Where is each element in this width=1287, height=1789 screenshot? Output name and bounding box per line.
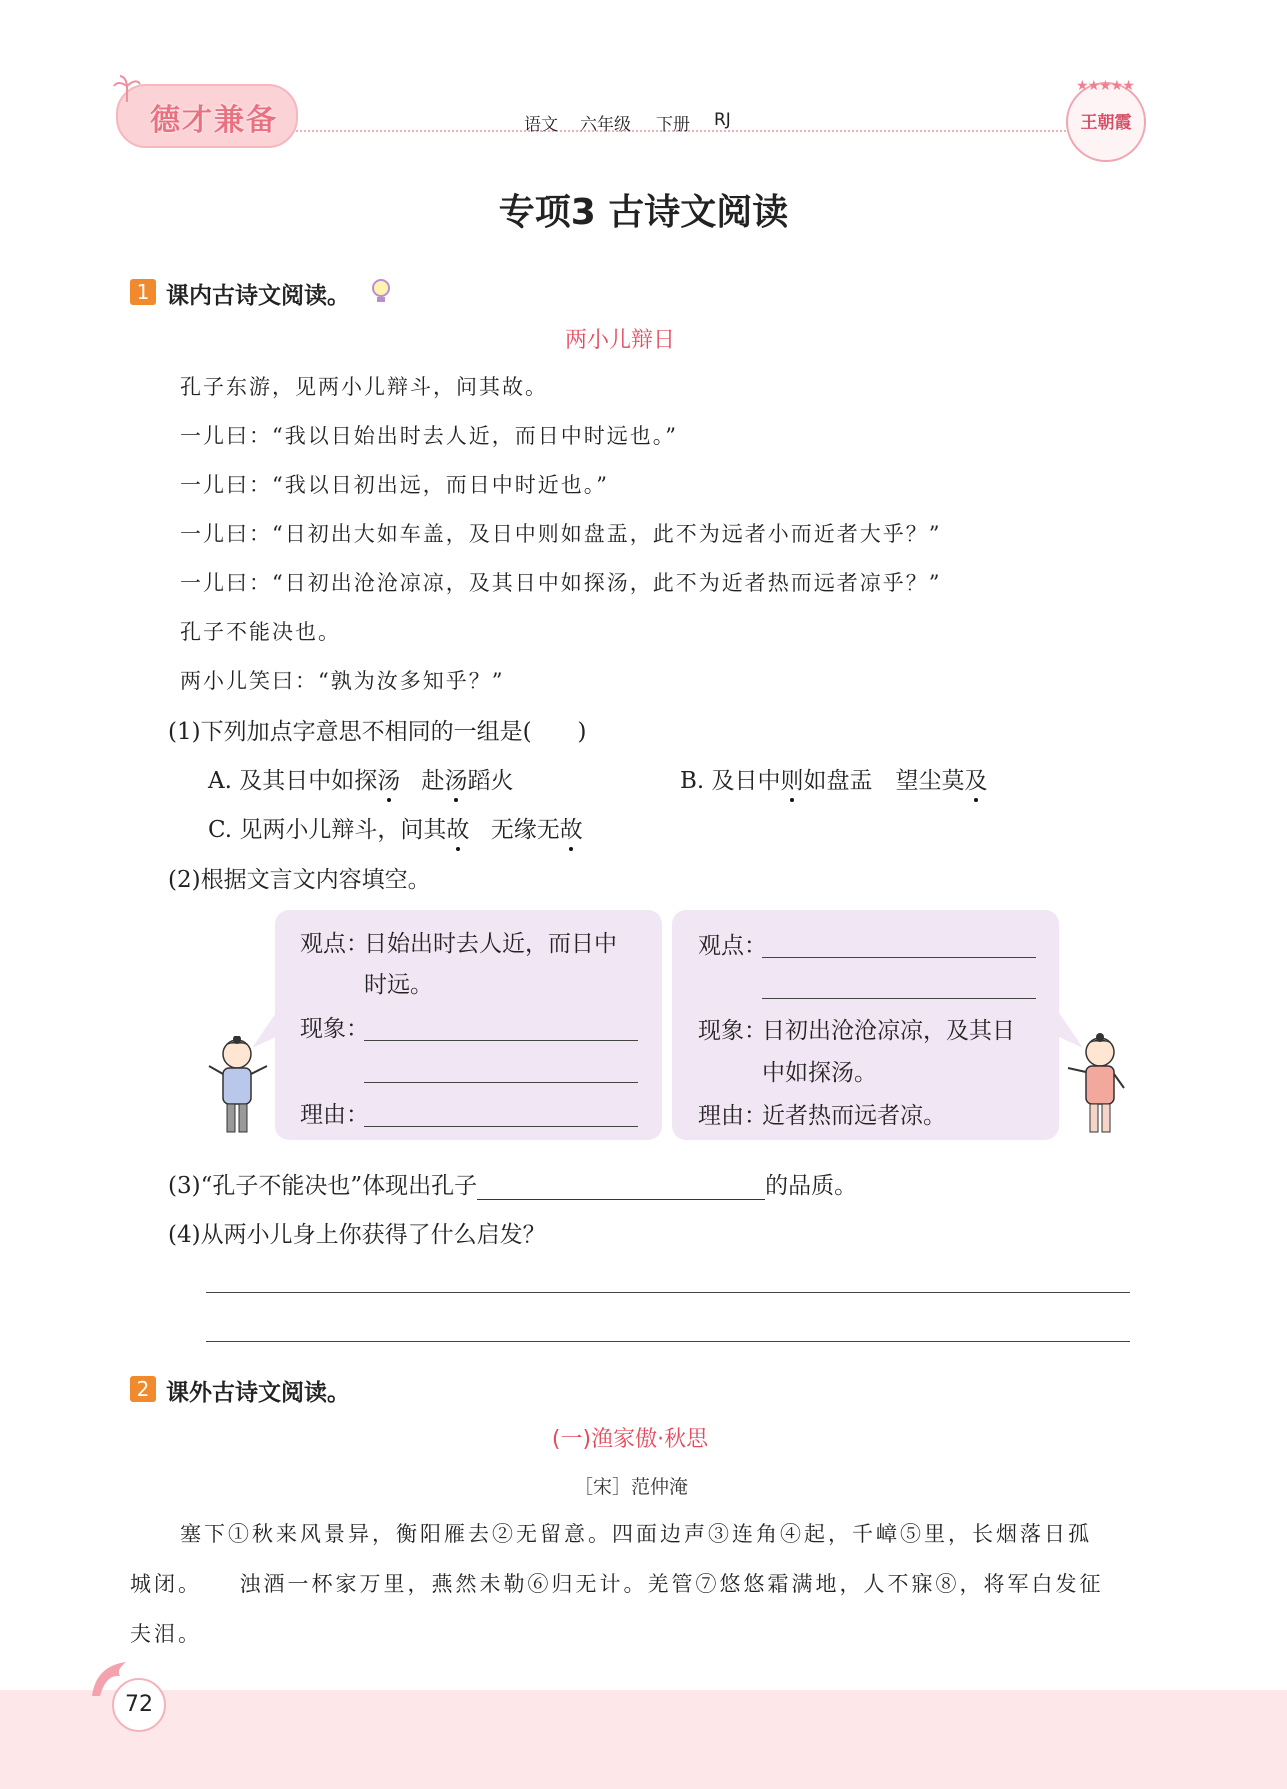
passage-line: 一儿曰：“日初出大如车盖，及日中则如盘盂，此不为远者小而近者大乎？” (180, 522, 942, 546)
palm-tree-icon (112, 74, 142, 104)
answer-line[interactable] (206, 1292, 1130, 1293)
answer-line[interactable] (762, 957, 1036, 958)
right-reason-label: 理由： (698, 1103, 767, 1129)
header-volume: 下册 (656, 115, 690, 135)
option-c[interactable] (208, 811, 583, 844)
left-view-text: 时远。 (364, 972, 433, 998)
left-reason-label: 理由： (300, 1102, 369, 1128)
question-number-badge: 2 (130, 1376, 156, 1402)
series-logo (116, 84, 298, 148)
dotted-char: 则 (780, 768, 804, 794)
author-stamp (1066, 78, 1146, 162)
left-view-label: 观点： (300, 931, 369, 957)
option-text: 及日中 (711, 768, 781, 794)
option-text: 赴 (421, 768, 445, 794)
header-edition: RJ (714, 110, 731, 130)
dotted-char: 汤 (444, 768, 468, 794)
sub-question-3-text: 的品质。 (765, 1173, 858, 1199)
passage-line: 一儿曰：“我以日初出远，而日中时近也。” (180, 473, 609, 497)
right-phenomenon-label: 现象： (698, 1018, 767, 1044)
option-text: 蹈火 (467, 768, 514, 794)
option-label: C. (208, 817, 233, 843)
footer-band (0, 1690, 1287, 1789)
dotted-char: 故 (559, 817, 583, 843)
answer-line[interactable] (762, 998, 1036, 999)
poem-author: ［宋］范仲淹 (573, 1476, 688, 1498)
poem-line: 塞下①秋来风景异，衡阳雁去②无留意。四面边声③连角④起，千嶂⑤里，长烟落日孤 (180, 1522, 1092, 1546)
answer-line[interactable] (206, 1341, 1130, 1342)
left-view-text: 日始出时去人近，而日中 (364, 931, 617, 957)
stamp-name: 王朝霞 (1080, 113, 1132, 133)
answer-line[interactable] (364, 1126, 638, 1127)
header-grade: 六年级 (580, 115, 631, 135)
dotted-char: 故 (446, 817, 470, 843)
sub-question-4: (4)从两小儿身上你获得了什么启发？ (168, 1222, 546, 1248)
option-a[interactable] (208, 762, 514, 795)
poem-line: 城闭。 浊酒一杯家万里，燕然未勒⑥归无计。羌管⑦悠悠霜满地，人不寐⑧，将军白发征 (130, 1572, 1104, 1596)
question-number-badge: 1 (130, 279, 156, 305)
option-label: B. (680, 768, 705, 794)
right-phenomenon-text: 中如探汤。 (762, 1060, 877, 1086)
answer-blank[interactable] (477, 1175, 765, 1200)
option-b[interactable] (680, 762, 988, 795)
poem-line: 夫泪。 (130, 1622, 202, 1646)
option-label: A. (208, 768, 232, 794)
series-logo-text: 德才兼备 (150, 103, 278, 138)
question-heading: 课外古诗文阅读。 (166, 1380, 350, 1406)
right-view-label: 观点： (698, 933, 767, 959)
page-number: 72 (112, 1678, 166, 1732)
dotted-char: 及 (964, 768, 988, 794)
lightbulb-icon (370, 278, 392, 304)
sub-question-2: (2)根据文言文内容填空。 (168, 867, 431, 893)
dotted-char: 汤 (377, 768, 401, 794)
child-figure-left (205, 1036, 275, 1146)
option-text: 无缘无 (490, 817, 560, 843)
option-text: 及其日中如探 (239, 768, 378, 794)
sub-question-3-text: (3)“孔子不能决也”体现出孔子 (168, 1173, 478, 1199)
header-subject: 语文 (524, 115, 558, 135)
sub-question-1: (1)下列加点字意思不相同的一组是( ) (168, 719, 587, 745)
option-text: 如盘盂 望尘莫 (803, 768, 965, 794)
passage-line: 一儿曰：“我以日始出时去人近，而日中时远也。” (180, 424, 678, 448)
question-heading: 课内古诗文阅读。 (166, 283, 350, 309)
star-icon: ★★★★★ (1076, 78, 1134, 94)
passage-line: 一儿曰：“日初出沧沧凉凉，及其日中如探汤，此不为近者热而远者凉乎？” (180, 571, 942, 595)
passage-title: 两小儿辩日 (564, 328, 675, 353)
left-phenomenon-label: 现象： (300, 1016, 369, 1042)
page-title: 专项3 古诗文阅读 (498, 192, 789, 233)
option-text: 见两小儿辩斗，问其 (239, 817, 447, 843)
poem-title: (一)渔家傲·秋思 (551, 1427, 709, 1452)
answer-line[interactable] (364, 1040, 638, 1041)
right-phenomenon-text: 日初出沧沧凉凉，及其日 (762, 1018, 1015, 1044)
answer-line[interactable] (364, 1082, 638, 1083)
right-reason-text: 近者热而远者凉。 (762, 1103, 946, 1129)
child-figure-right (1062, 1032, 1132, 1146)
passage-line: 孔子东游，见两小儿辩斗，问其故。 (180, 375, 548, 399)
passage-line: 孔子不能决也。 (180, 620, 341, 644)
passage-line: 两小儿笑曰：“孰为汝多知乎？” (180, 669, 505, 693)
sub-question-3 (168, 1167, 857, 1200)
